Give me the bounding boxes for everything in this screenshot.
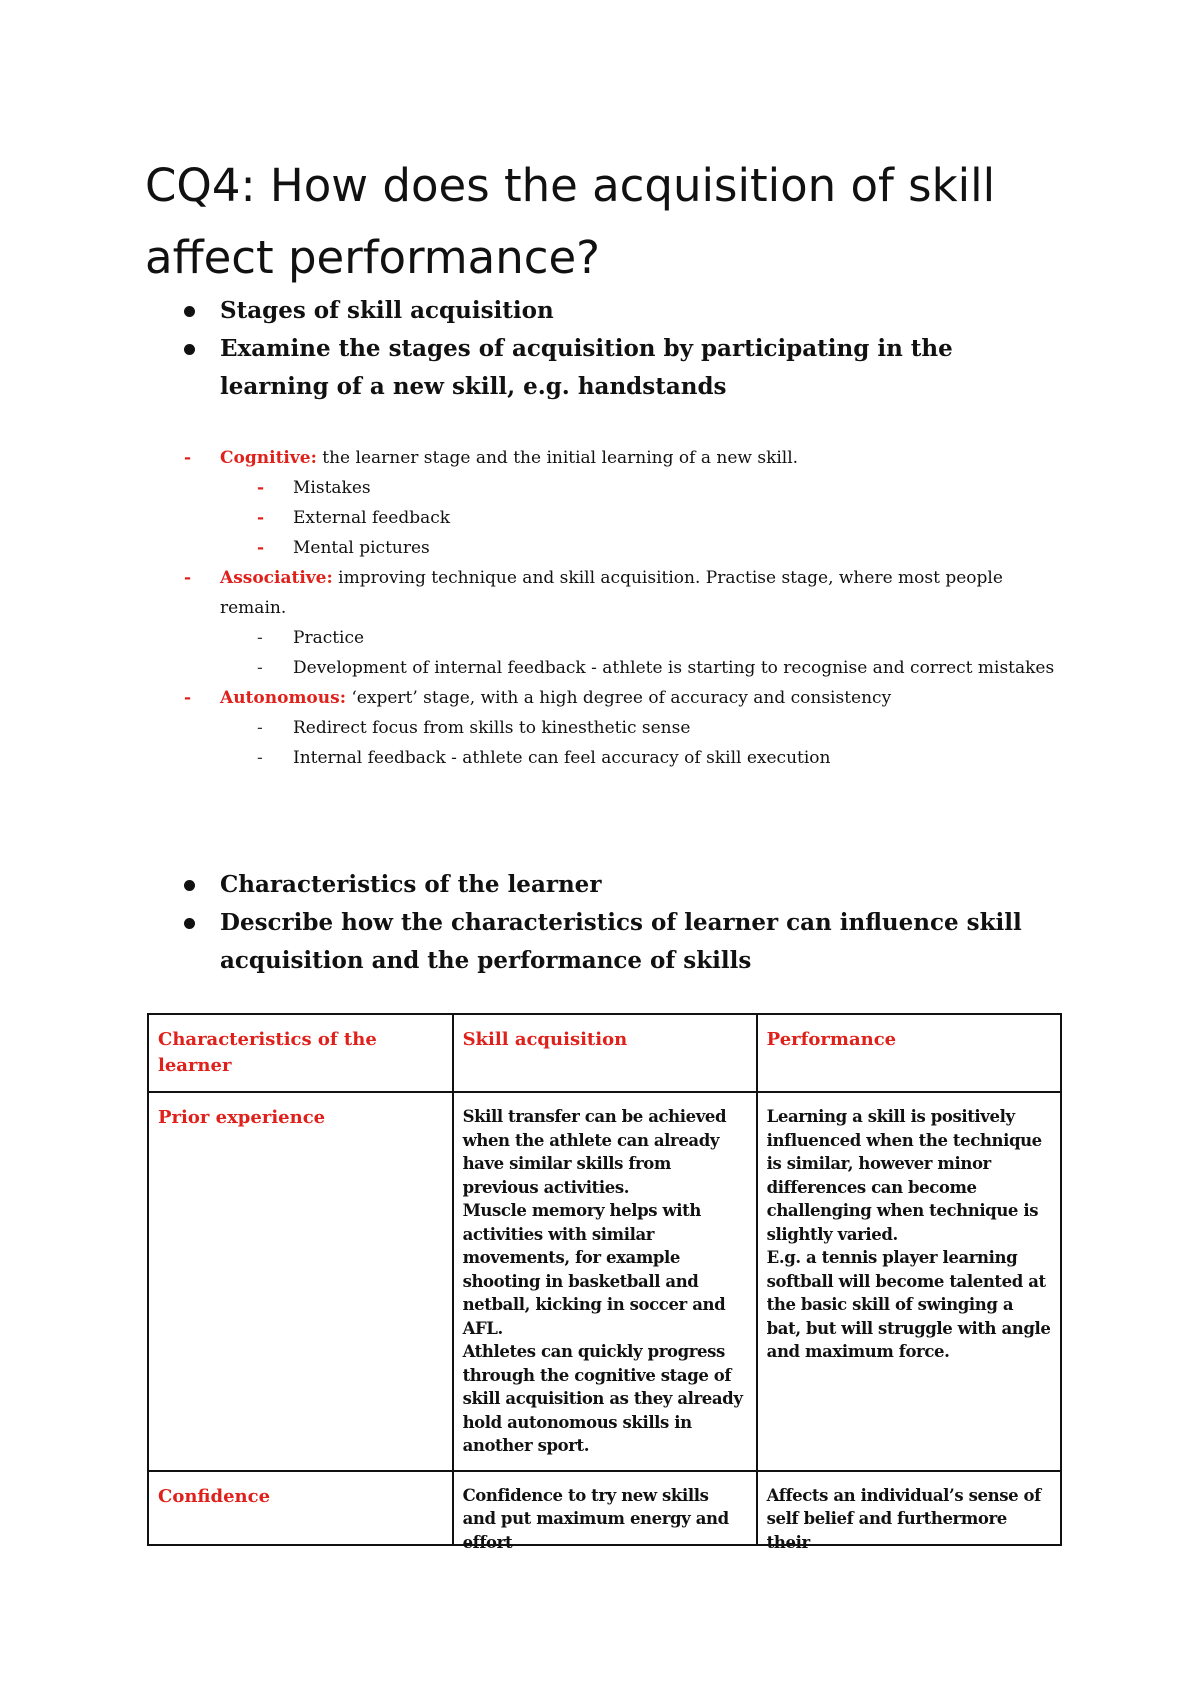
bullet-item: Examine the stages of acquisition by participating in the learning of a new skill, e.g. handstands bbox=[180, 330, 1060, 406]
performance-cell: Learning a skill is positively influenced when the technique is similar, however minor differences can become challenging when technique is slightly varied. E.g. a tennis player learning softball will become talented at the basic skill of swinging a bat, but will struggle with angle and maximum force. bbox=[757, 1092, 1061, 1471]
stage-sub-item: - Practice bbox=[180, 623, 1060, 653]
table-header-cell: Performance bbox=[757, 1014, 1061, 1092]
row-label: Confidence bbox=[148, 1471, 453, 1545]
skill-acquisition-cell: Skill transfer can be achieved when the athlete can already have similar skills from previous activities. Muscle memory helps with activities with similar movements, for example shooting in basketball and netball, kicking in soccer and AFL. Athletes can quickly progress through the cognitive stage of skill acquisition as they already hold autonomous skills in another sport. bbox=[453, 1092, 757, 1471]
bullet-dot-icon bbox=[184, 344, 195, 355]
table-header-row bbox=[148, 1014, 1061, 1092]
stage-description: the learner stage and the initial learning of a new skill. bbox=[316, 448, 799, 468]
stage-associative bbox=[180, 563, 1060, 623]
dash-icon: - bbox=[257, 538, 265, 558]
stage-sub-item: - External feedback bbox=[180, 503, 1060, 533]
topic-bullet-list bbox=[180, 866, 1060, 980]
stage-sub-item: - Internal feedback - athlete can feel accuracy of skill execution bbox=[180, 743, 1060, 773]
row-label: Prior experience bbox=[148, 1092, 453, 1471]
dash-icon: - bbox=[257, 478, 265, 498]
stage-term: Autonomous: bbox=[220, 688, 346, 708]
stage-cognitive bbox=[180, 443, 1060, 473]
stage-term: Associative: bbox=[220, 568, 333, 588]
topic-bullet-list bbox=[180, 292, 1060, 406]
dash-icon: - bbox=[184, 688, 192, 708]
dash-icon: - bbox=[184, 448, 192, 468]
stage-sub-item: - Redirect focus from skills to kinesthetic sense bbox=[180, 713, 1060, 743]
stage-autonomous bbox=[180, 683, 1060, 713]
dash-icon: - bbox=[257, 718, 263, 738]
stage-sub-item: - Mistakes bbox=[180, 473, 1060, 503]
dash-icon: - bbox=[257, 628, 263, 648]
stage-sub-item: - Mental pictures bbox=[180, 533, 1060, 563]
bullet-dot-icon bbox=[184, 880, 195, 891]
bullet-item: Describe how the characteristics of learner can influence skill acquisition and the performance of skills bbox=[180, 904, 1060, 980]
stage-description: ‘expert’ stage, with a high degree of accuracy and consistency bbox=[345, 688, 892, 708]
bullet-item: Stages of skill acquisition bbox=[180, 292, 1060, 330]
stage-sub-item: - Development of internal feedback - athlete is starting to recognise and correct mistakes bbox=[180, 653, 1060, 683]
stages-list bbox=[180, 443, 1060, 773]
table-header-cell: Characteristics of the learner bbox=[148, 1014, 453, 1092]
dash-icon: - bbox=[257, 748, 263, 768]
skill-acquisition-cell: Confidence to try new skills and put maximum energy and effort bbox=[453, 1471, 757, 1545]
bullet-dot-icon bbox=[184, 306, 195, 317]
performance-cell: Affects an individual’s sense of self belief and furthermore their bbox=[757, 1471, 1061, 1545]
dash-icon: - bbox=[257, 658, 263, 678]
stage-term: Cognitive: bbox=[220, 448, 317, 468]
table-header-cell: Skill acquisition bbox=[453, 1014, 757, 1092]
stage-description: improving technique and skill acquisition. Practise stage, where most people remain. bbox=[220, 568, 1003, 618]
dash-icon: - bbox=[257, 508, 265, 528]
table-row bbox=[148, 1471, 1061, 1545]
dash-icon: - bbox=[184, 568, 192, 588]
bullet-item: Characteristics of the learner bbox=[180, 866, 1060, 904]
table-row bbox=[148, 1092, 1061, 1471]
page-title: CQ4: How does the acquisition of skill affect performance? bbox=[145, 159, 996, 284]
bullet-dot-icon bbox=[184, 918, 195, 929]
learner-characteristics-table bbox=[147, 1013, 1062, 1552]
